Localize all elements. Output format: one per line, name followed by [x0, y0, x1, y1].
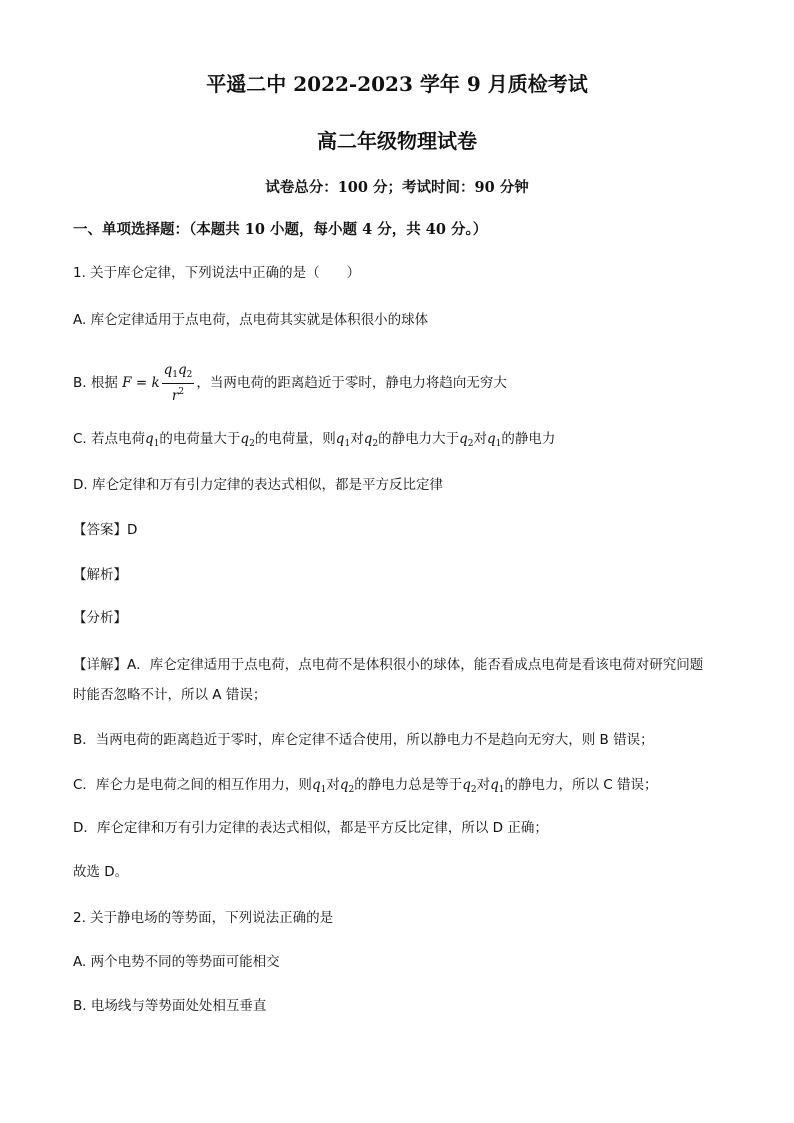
charge-q1: $q_1$ [145, 431, 160, 449]
formula-f: F [122, 375, 132, 391]
charge-q1: $q_1$ [490, 777, 505, 795]
q1-option-b-prefix: B. 根据 [73, 375, 118, 391]
q2-option-a: A. 两个电势不同的等势面可能相交 [73, 954, 280, 970]
section-heading: 一、单项选择题：（本题共 10 小题，每小题 4 分，共 40 分。） [73, 221, 488, 238]
fenxi-tag: 【分析】 [73, 610, 127, 626]
formula-denominator: $r^2$ [171, 387, 185, 404]
exam-info: 试卷总分：100 分；考试时间：90 分钟 [265, 179, 529, 196]
charge-q2: $q_2$ [363, 431, 379, 449]
formula-fraction [162, 362, 195, 404]
q2-stem: 2. 关于静电场的等势面，下列说法正确的是 [73, 910, 334, 926]
q1-option-c: C. 若点电荷$q_1$的电荷量大于$q_2$的电荷量，则$q_1$对$q_2$的静电力大于$q_2$对$q_1$的静电力 [73, 431, 556, 449]
answer-line [73, 520, 723, 540]
detail-b: B．当两电荷的距离趋近于零时，库仑定律不适合使用，所以静电力不是趋向无穷大，则 B 错误； [73, 732, 654, 748]
detail-tag: 【详解】 [73, 657, 127, 673]
q1-stem: 1. 关于库仑定律，下列说法中正确的是（ ） [73, 265, 361, 281]
charge-q2: $q_2$ [339, 777, 355, 795]
charge-q1: $q_1$ [335, 431, 351, 449]
formula-k: k [151, 375, 160, 391]
exam-title: 平遥二中 2022-2023 学年 9 月质检考试 [206, 72, 588, 96]
q1-option-b [73, 362, 723, 404]
charge-q2: $q_2$ [240, 431, 255, 449]
charge-q2: $q_2$ [459, 431, 474, 449]
charge-q1: $q_1$ [311, 777, 327, 795]
detail-a-line1: 【详解】A．库仑定律适用于点电荷，点电荷不是体积很小的球体，能否看成点电荷是看该电荷对研究问题 [73, 657, 704, 673]
charge-q1: $q_1$ [486, 431, 502, 449]
q2-option-b: B. 电场线与等势面处处相互垂直 [73, 998, 267, 1014]
charge-q2: $q_2$ [462, 777, 477, 795]
conclusion: 故选 D。 [73, 864, 129, 880]
detail-d: D．库仑定律和万有引力定律的表达式相似，都是平方反比定律，所以 D 正确； [73, 820, 548, 836]
exam-subtitle: 高二年级物理试卷 [317, 129, 477, 153]
q1-option-d: D. 库仑定律和万有引力定律的表达式相似，都是平方反比定律 [73, 477, 443, 493]
q1-option-b-suffix: ，当两电荷的距离趋近于零时，静电力将趋向无穷大 [196, 375, 507, 391]
detail-a-line2: 时能否忽略不计，所以 A 错误； [73, 687, 267, 703]
formula-numerator: $q_1q_2$ [162, 362, 195, 384]
jiexi-tag: 【解析】 [73, 567, 127, 583]
answer-tag: 【答案】 [73, 522, 127, 538]
q1-option-a: A. 库仑定律适用于点电荷，点电荷其实就是体积很小的球体 [73, 312, 429, 328]
answer-value: D [127, 522, 138, 538]
formula-equals: = [131, 375, 152, 391]
detail-c: C．库仑力是电荷之间的相互作用力，则$q_1$对$q_2$的静电力总是等于$q_2$对$q_1$的静电力，所以 C 错误； [73, 777, 658, 795]
